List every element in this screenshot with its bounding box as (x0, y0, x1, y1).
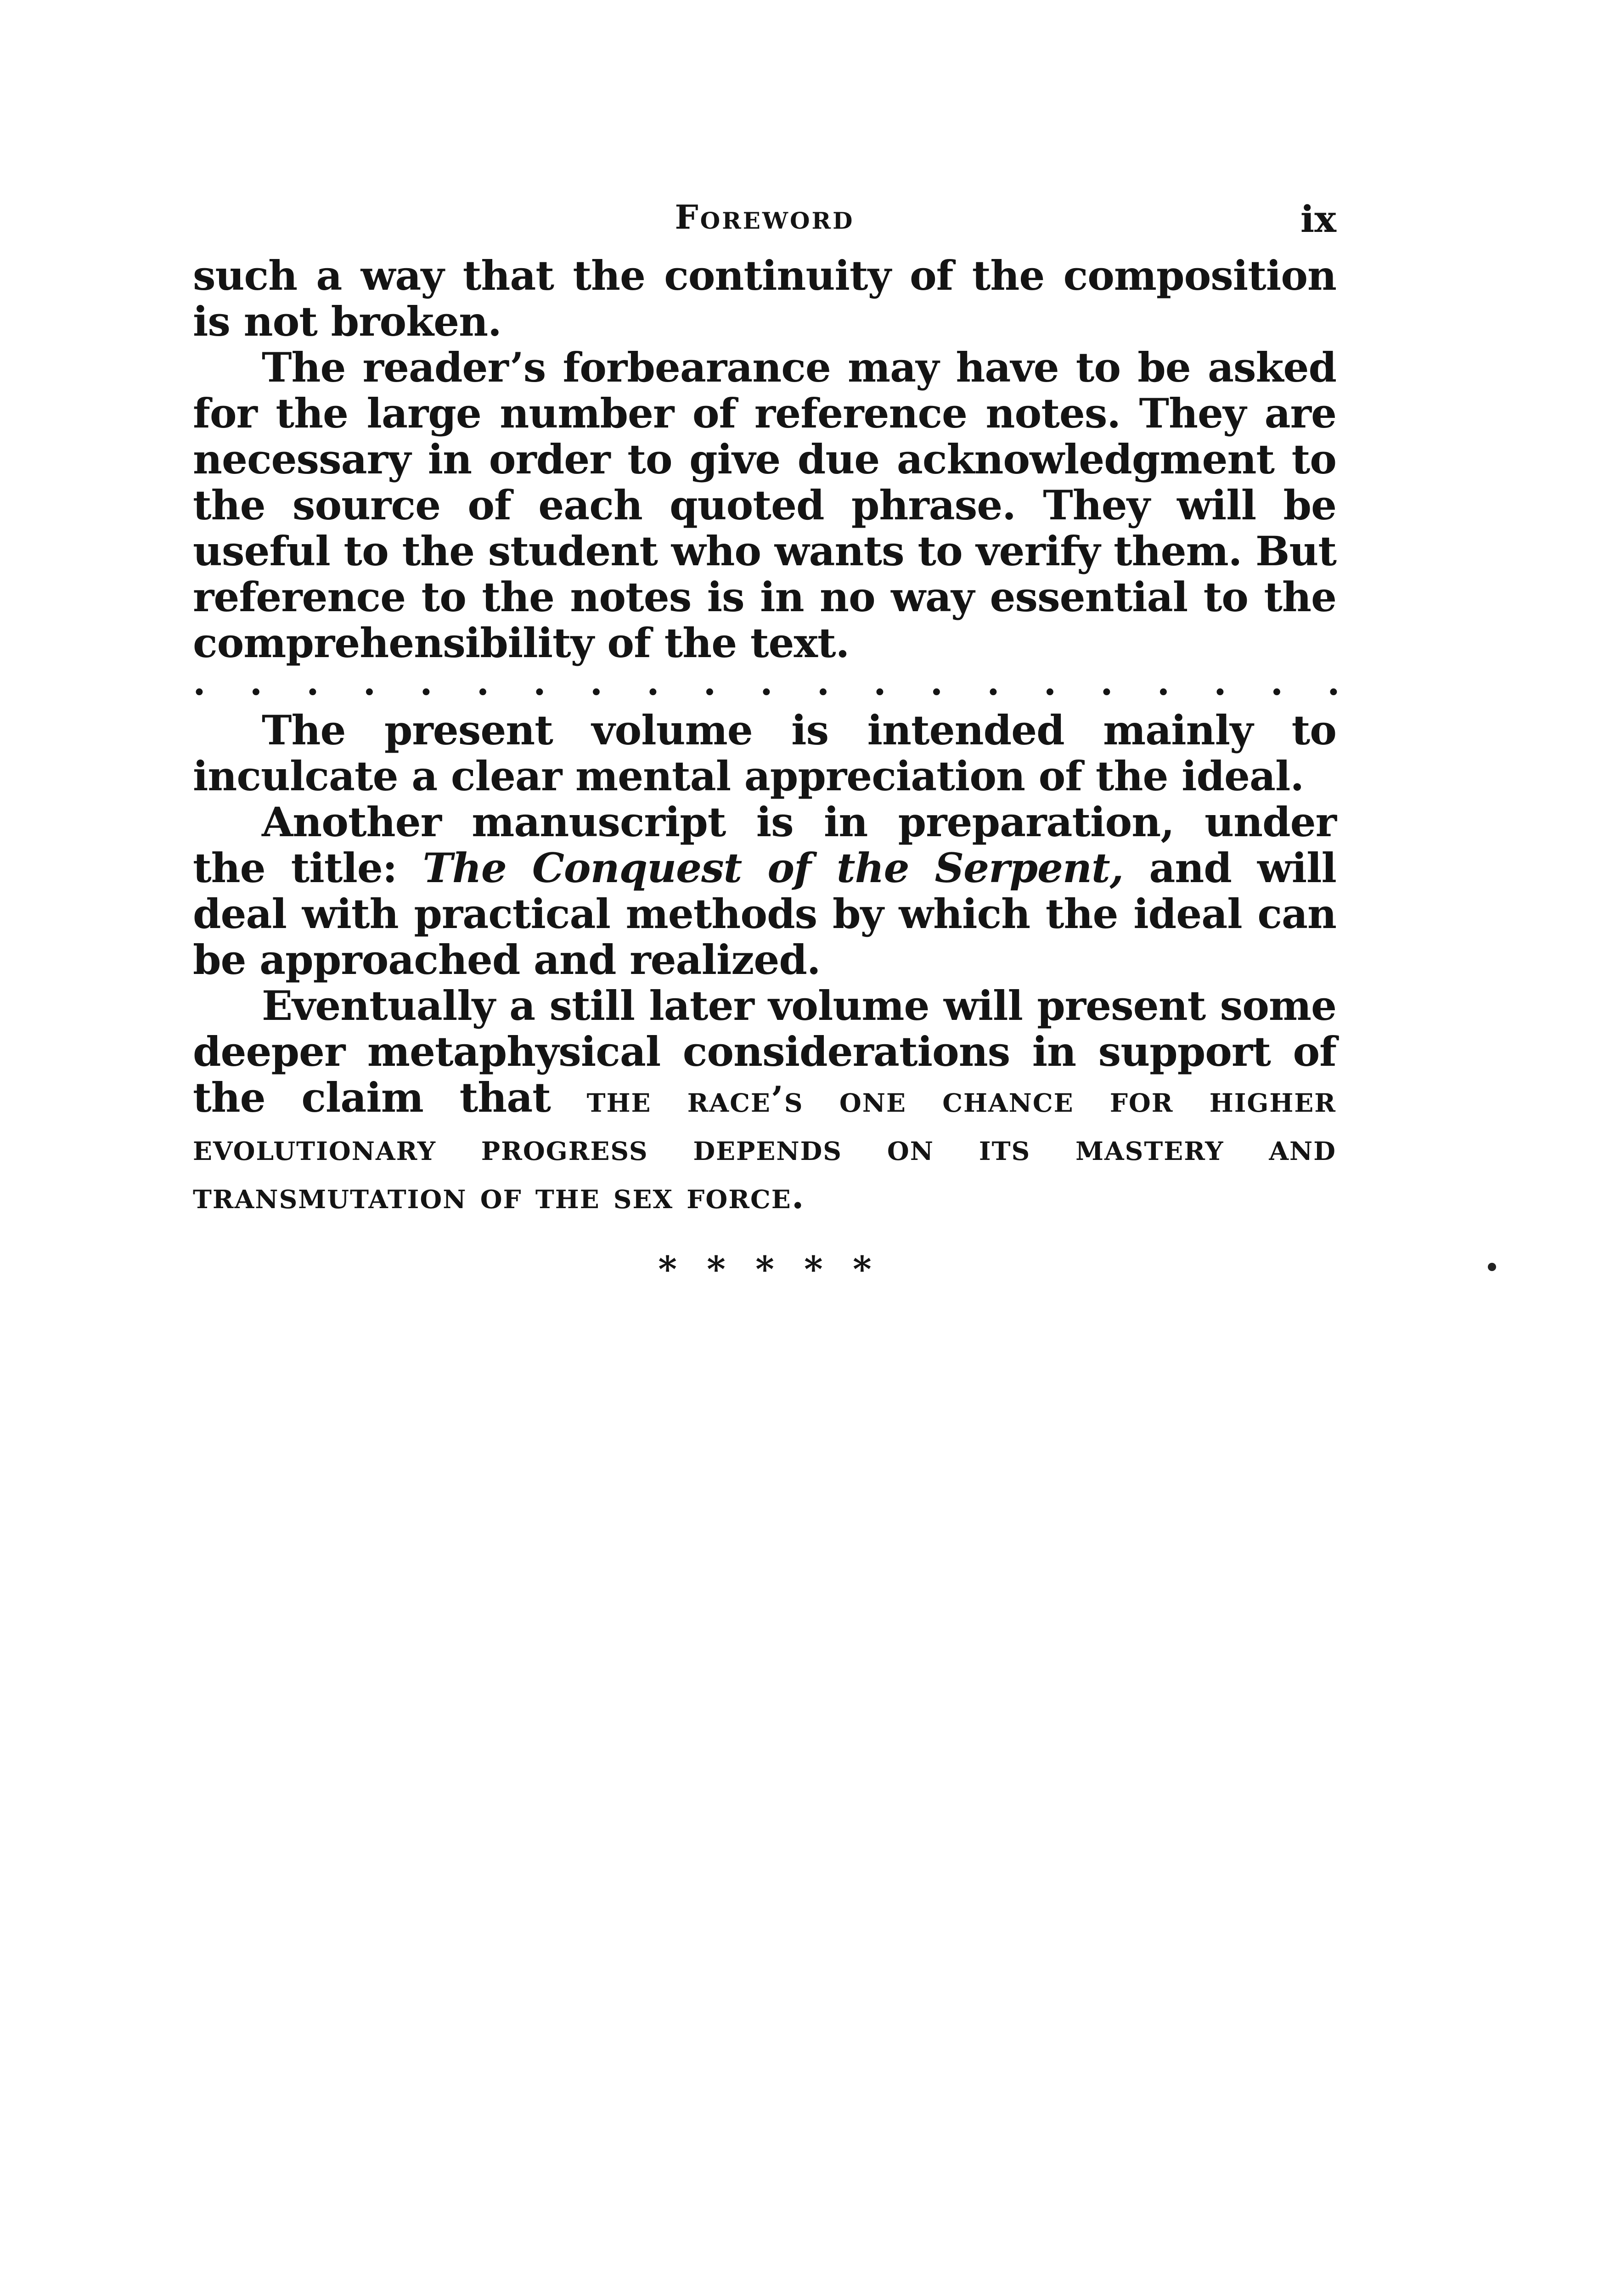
separator-dot: . (873, 660, 886, 703)
closing-asterisks: * * * * * (658, 1249, 871, 1290)
chapter-title: Foreword (675, 197, 855, 236)
separator-dot: . (533, 660, 546, 703)
separator-dot: . (1100, 660, 1113, 703)
book-page (193, 197, 1340, 1293)
paragraph-reference-notes: The reader’s forbearance may have to be asked for the large number of reference notes. They are necessary in order to give due acknowledgment to the source of each quoted phrase. They will be useful to the student who wants to verify them. But reference to the notes is in no way essential to the comprehensibility of the text. (193, 343, 1336, 667)
separator-dot: . (930, 660, 943, 703)
separator-dot: . (363, 660, 376, 703)
manuscript-text-before: Another manuscript is in preparation, under the title: (193, 798, 1336, 892)
stray-ink-dot (1488, 1263, 1496, 1271)
paragraph-another-manuscript (193, 799, 1336, 983)
manuscript-text-after: and will deal with practical methods by which the ideal can be approached and realized. (193, 844, 1336, 984)
separator-dot: . (1270, 660, 1283, 703)
separator-dot: . (1043, 660, 1056, 703)
section-separator-dots (193, 660, 1340, 703)
separator-dot: . (703, 660, 716, 703)
eventually-text: Eventually a still later volume will present some deeper metaphysical considerations in support of the claim that (193, 982, 1336, 1121)
separator-dot: . (1327, 660, 1340, 703)
separator-dot: . (476, 660, 489, 703)
separator-dot: . (647, 660, 659, 703)
running-head (193, 197, 1336, 253)
body-text (193, 252, 1340, 1293)
book-title-italic: The Conquest of the Serpent, (422, 844, 1124, 892)
paragraph-eventually (193, 983, 1336, 1219)
page-number: ix (1300, 197, 1336, 241)
claim-small-caps: the race’s one chance for higher evolutionary progress depends on its mastery and transmutation of the sex force. (193, 1079, 1336, 1217)
separator-dot: . (816, 660, 829, 703)
separator-dot: . (760, 660, 772, 703)
paragraph-continued: such a way that the continuity of the composition is not broken. (193, 252, 1336, 345)
separator-dot: . (1214, 660, 1226, 703)
separator-dot: . (249, 660, 262, 703)
separator-dot: . (987, 660, 999, 703)
separator-dot: . (193, 660, 205, 703)
paragraph-present-volume: The present volume is intended mainly to inculcate a clear mental appreciation of the ideal. (193, 706, 1336, 800)
separator-dot: . (420, 660, 432, 703)
separator-dot: . (1157, 660, 1170, 703)
separator-dot: . (590, 660, 602, 703)
separator-dot: . (306, 660, 319, 703)
